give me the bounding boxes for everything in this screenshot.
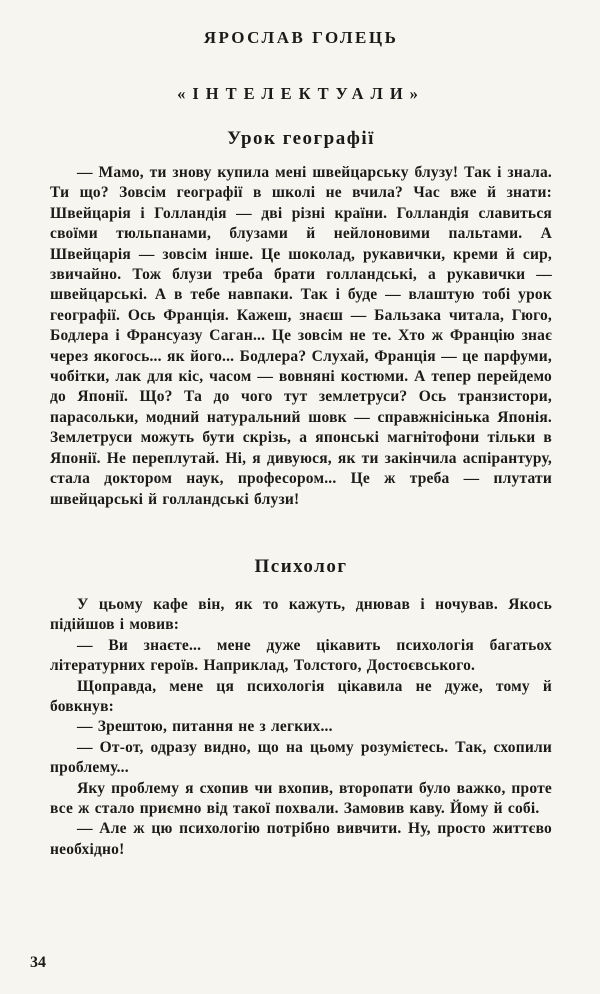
paragraph: — Але ж цю психологію потрібно вивчити. Ну, просто життєво необхідно! xyxy=(50,820,552,858)
paragraph: Яку проблему я схопив чи вхопив, второпати було важко, проте все ж стало приємно від такої похвали. Замовив каву. Йому й собі. xyxy=(50,779,552,817)
section-urok-geografii xyxy=(50,163,552,510)
paragraph: — Зрештою, питання не з легких... xyxy=(77,718,333,736)
author-name: ЯРОСЛАВ ГОЛЕЦЬ xyxy=(203,28,399,47)
section-psykholoh xyxy=(50,595,552,860)
book-title: «ІНТЕЛЕКТУАЛИ» xyxy=(177,84,425,103)
paragraph: — Мамо, ти знову купила мені швейцарську блузу! Так і знала. Ти що? Зовсім географії в школі не вчила? Час вже й знати: Швейцарія і Голландія — дві різні країни. Голландія славиться своїми тюльпанами, блузами й нейлоновими пальтами. А Швейцарія — зовсім інше. Це шоколад, рукавички, креми й сир, звичайно. Тож блузи треба брати голландські, а рукавички — швейцарські. А в тебе навпаки. Так і буде — влаштую тобі урок географії. Ось Франція. Кажеш, знаєш — Бальзака читала, Гюго, Бодлера і Франсуазу Саган... Це зовсім не те. Хто ж Францію знає через якогось... як його... Бодлера? Слухай, Франція — це парфуми, чобітки, лак для кіс, часом — вовняні костюми. А тепер перейдемо до Японії. Що? Та до чого тут землетруси? Ось транзистори, парасольки, модний натуральний шовк — справжнісінька Японія. Землетруси можуть бути скрізь, а японські магнітофони тільки в Японії. Не переплутай. Ні, я дивуюся, як ти закінчила аспірантуру, стала доктором наук, професором... Це ж треба — плутати швейцарські й голландські блузи! xyxy=(50,164,552,508)
page-number: 34 xyxy=(30,954,46,971)
paragraph: У цьому кафе він, як то кажуть, днював і ночував. Якось підійшов і мовив: xyxy=(50,595,552,634)
paragraph: Щоправда, мене ця психологія цікавила не дуже, тому й бовкнув: xyxy=(50,677,552,715)
section-title-urok-geografii: Урок географії xyxy=(227,128,375,149)
section-title-psykholoh: Психолог xyxy=(254,555,348,577)
paragraph: — Ви знаєте... мене дуже цікавить психологія багатьох літературних героїв. Наприклад, Толстого, Достоєвського. xyxy=(50,636,552,675)
paragraph: — От-от, одразу видно, що на цьому розумієтесь. Так, схопили проблему... xyxy=(50,738,552,777)
